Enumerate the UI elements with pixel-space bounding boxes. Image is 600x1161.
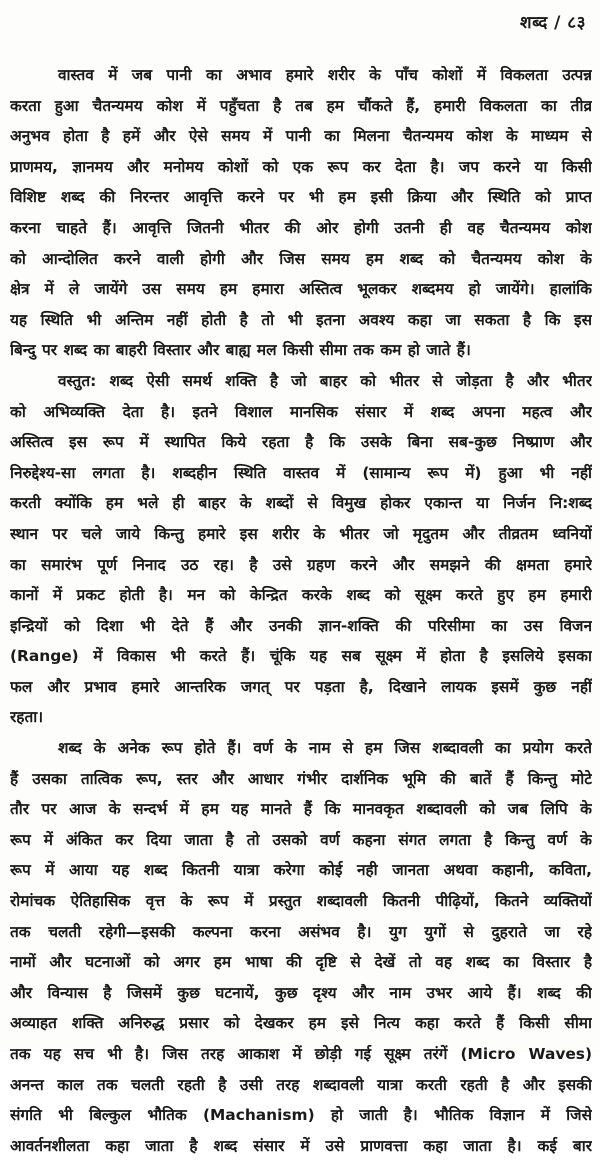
text-line: को आन्दोलित करने वाली होगी और जिस समय हम शब्द को चैतन्यमय कोश के [10, 249, 592, 268]
text-line: करता हुआ चैतन्यमय कोश में पहुँचता है तब हम चौंकते हैं, हमारी विकलता का तीव्र [10, 96, 592, 115]
text-line: निरुद्देश्य-सा लगता है। शब्दहीन स्थिति वास्तव में (सामान्य रूप में) हुआ भी नहीं [10, 463, 592, 482]
text-line: स्थान पर चले जाये किन्तु हमारे इस शरीर के भीतर जो मृदुतम और तीव्रतम ध्वनियों [10, 524, 592, 543]
text-line: रोमांचक ऐतिहासिक वृत्त के रूप में प्रस्तुत शब्दावली कितनी पीढ़ियों, कितने व्यक्तियों [10, 892, 592, 911]
text-line: रहता। [10, 708, 44, 727]
text-line: अनन्त काल तक चलती रहती है उसी तरह शब्दावली यात्रा करती रहती है और इसकी [10, 1075, 592, 1094]
text-line: अनुभव होता है हमें और ऐसे समय में पानी का मिलना चैतन्यमय कोश के माध्यम से [10, 127, 592, 146]
text-line: तक यह सच भी है। जिस तरह आकाश में छोड़ी गई सूक्ष्म तरंगें (Micro Waves) [10, 1045, 592, 1063]
text-line: अव्याहत शक्ति अनिरुद्ध प्रसार को देखकर हम इसे नित्य कहा करते हैं किसी सीमा [10, 1014, 592, 1033]
text-line: को अभिव्यक्ति देता है। इतने विशाल मानसिक संसार में शब्द अपना महत्व और [10, 402, 592, 421]
text-line: बिन्दु पर शब्द का बाहरी विस्तार और बाह्य मल किसी सीमा तक कम हो जाते हैं। [10, 341, 471, 360]
text-line: फल और प्रभाव हमारे आन्तरिक जगत् पर पड़ता है, दिखाने लायक इसमें कुछ नहीं [10, 677, 592, 696]
text-line: वास्तव में जब पानी का अभाव हमारे शरीर के पाँच कोशों में विकलता उत्पन्न [58, 66, 592, 84]
text-line: और विन्यास है जिसमें कुछ घटनायें, कुछ दृश्य और नाम उभर आये हैं। शब्द की [10, 983, 592, 1002]
text-line: (Range) में विकास भी करते हैं। चूंकि यह सब सूक्ष्म में होता है इसलिये इसका [10, 647, 592, 666]
body-text [10, 60, 592, 1161]
text-line: अस्तित्व इस रूप में स्थापित किये रहता है कि उसके बिना सब-कुछ निष्प्राण और [10, 433, 592, 452]
text-line: वस्तुत: शब्द ऐसी समर्थ शक्ति है जो बाहर को भीतर से जोड़ता है और भीतर [58, 371, 592, 390]
text-line: रूप में अंकित कर दिया जाता है तो उसको वर्ण कहना संगत लगता है किन्तु वर्ण के [10, 830, 592, 849]
text-line: रूप में आया यह शब्द कितनी यात्रा करेगा कोई नही जानता अथवा कहानी, कविता, [10, 861, 592, 880]
text-line: हैं उसका तात्विक रूप, स्तर और आधार गंभीर दार्शनिक भूमि की बातें हैं किन्तु मोटे [10, 769, 592, 788]
paragraph-1 [10, 60, 592, 366]
text-line: इन्द्रियों को दिशा भी देते हैं और उनकी ज्ञान-शक्ति की परिसीमा का उस विजन [10, 616, 592, 635]
text-line: का समारंभ पूर्ण निनाद उठ रह। है उसे ग्रहण करने और समझने की क्षमता हमारे [10, 555, 592, 574]
text-line: क्षेत्र में ले जायेंगे उस समय हम हमारा अस्तित्व भूलकर शब्दमय हो जायेंगे। हालांकि [10, 280, 592, 299]
text-line: कानों में प्रकट होती है। मन को केन्द्रित करके शब्द को सूक्ष्म करते हुए हम हमारी [10, 586, 592, 605]
text-line: यह स्थिति भी अन्तिम नहीं होती है तो भी इतना अवश्य कहा जा सकता है कि इस [10, 310, 592, 329]
running-header: शब्द / ८३ [520, 13, 586, 33]
text-line: प्राणमय, ज्ञानमय और मनोमय कोशों को एक रूप कर देता है। जप करने या किसी [10, 157, 592, 176]
paragraph-2 [10, 366, 592, 733]
paragraph-3 [10, 733, 592, 1161]
text-line: आवर्तनशीलता कहा जाता है शब्द संसार में उसे प्राणवत्ता कहा जाता है। कई बार [10, 1136, 592, 1155]
text-line: नामों और घटनाओं को अगर हम भाषा की दृष्टि से देखें तो वह शब्द का विस्तार है [10, 953, 592, 972]
text-line: विशिष्ट शब्द की निरन्तर आवृत्ति करने पर भी हम इसी क्रिया और स्थिति को प्राप्त [10, 188, 592, 207]
text-line: तौर पर आज के सन्दर्भ में हम यह मानते हैं कि मानवकृत शब्दावली को जब लिपि के [10, 800, 592, 819]
text-line: संगति भी बिल्कुल भौतिक (Machanism) हो जाती है। भौतिक विज्ञान में जिसे [10, 1106, 592, 1125]
text-line: करना चाहते हैं। आवृत्ति जितनी भीतर की ओर होगी उतनी ही वह चैतन्यमय कोश [10, 218, 592, 237]
text-line: करती क्योंकि हम भले ही बाहर के शब्दों से विमुख होकर एकान्त या निर्जन नि:शब्द [10, 494, 592, 513]
text-line: तक चलती रहेगी—इसकी कल्पना करना असंभव है। युग युगों से दुहराते जा रहे [10, 922, 592, 941]
text-line: शब्द के अनेक रूप होते हैं। वर्ण के नाम से हम जिस शब्दावली का प्रयोग करते [58, 739, 592, 758]
